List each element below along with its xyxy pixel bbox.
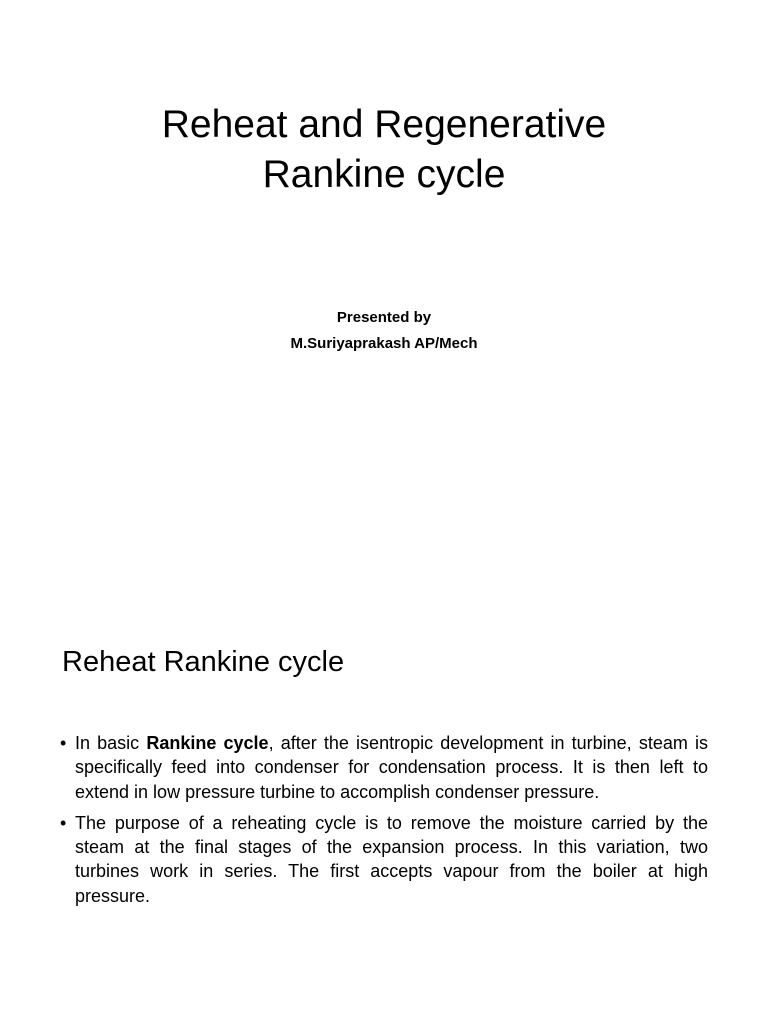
bullet-list	[60, 731, 708, 915]
content-slide	[0, 512, 768, 1024]
presenter-block	[0, 305, 768, 357]
bullet-2-text: The purpose of a reheating cycle is to remove the moisture carried by the steam at the final stages of the expansion process. In this variation, two turbines work in series. The first accepts vapour from the boiler at high pressure.	[75, 812, 708, 906]
bullet-icon: •	[60, 733, 67, 753]
bullet-item-2	[60, 811, 708, 908]
title-line-2: Rankine cycle	[262, 153, 506, 196]
bullet-item-1	[60, 731, 708, 804]
bullet-1-prefix: In basic	[75, 733, 147, 753]
presented-by-label: Presented by	[336, 309, 432, 326]
title-line-1: Reheat and Regenerative	[161, 103, 607, 146]
bullet-1-suffix: , after the isentropic development in turbine, steam is specifically feed into condenser for condensation process. It is then left to extend in low pressure turbine to accomplish condenser pressure.	[75, 733, 708, 802]
bullet-icon: •	[60, 812, 67, 833]
presentation-title	[0, 100, 768, 200]
slide-heading: Reheat Rankine cycle	[62, 646, 345, 678]
bullet-1-bold-term: Rankine cycle	[146, 733, 269, 753]
presenter-name: M.Suriyaprakash AP/Mech	[290, 335, 478, 352]
